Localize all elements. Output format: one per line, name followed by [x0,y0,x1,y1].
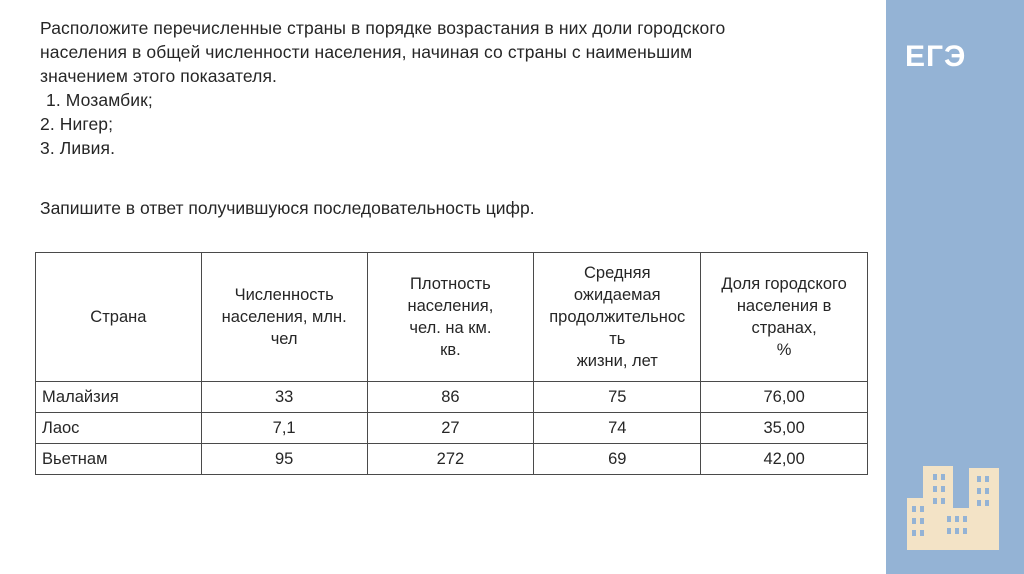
header-urban-share [701,253,868,382]
cell-density: 27 [367,413,534,444]
buildings-icon [903,462,1003,552]
option-item: 2. Нигер; [40,114,114,134]
option-item: 3. Ливия. [40,138,116,158]
answer-instruction: Запишите в ответ получившуюся последовательность цифр. [40,198,535,218]
header-line: Страна [90,308,147,326]
header-line: населения в [736,297,832,315]
header-line: % [776,341,792,359]
header-line: населения, [407,297,494,315]
header-line: ть [609,330,626,348]
cell-life-expectancy: 74 [534,413,701,444]
table-header-row [36,253,868,382]
cell-population: 95 [201,444,367,475]
cell-country: Лаос [36,413,202,444]
question-text [40,16,840,160]
cell-life-expectancy: 75 [534,382,701,413]
option-item: 1. Мозамбик; [46,90,153,110]
cell-population: 7,1 [201,413,367,444]
header-line: странах, [751,319,817,337]
header-line: продолжительнос [549,308,686,326]
header-line: ожидаемая [573,286,661,304]
question-line: значением этого показателя. [40,66,278,86]
cell-urban-share: 76,00 [701,382,868,413]
header-line: кв. [440,341,461,359]
header-line: Доля городского [721,275,847,293]
header-density [367,253,534,382]
cell-country: Вьетнам [36,444,202,475]
header-life-expectancy [534,253,701,382]
question-line: населения в общей численности населения, начиная со страны с наименьшим [40,42,693,62]
cell-density: 86 [367,382,534,413]
table-row [36,413,868,444]
cell-urban-share: 35,00 [701,413,868,444]
header-line: чел. на км. [409,319,492,337]
cell-life-expectancy: 69 [534,444,701,475]
exam-badge: ЕГЭ [905,40,967,73]
header-line: Средняя [584,264,651,282]
header-line: жизни, лет [576,352,658,370]
header-line: населения, млн. [221,308,347,326]
cell-density: 272 [367,444,534,475]
header-population [201,253,367,382]
cell-country: Малайзия [36,382,202,413]
header-line: Плотность [410,275,491,293]
cell-population: 33 [201,382,367,413]
data-table [35,252,868,475]
header-line: чел [270,330,298,348]
table-row [36,444,868,475]
table-row [36,382,868,413]
cell-urban-share: 42,00 [701,444,868,475]
question-line: Расположите перечисленные страны в порядке возрастания в них доли городского [40,18,726,38]
header-line: Численность [234,286,334,304]
header-country [36,253,202,382]
